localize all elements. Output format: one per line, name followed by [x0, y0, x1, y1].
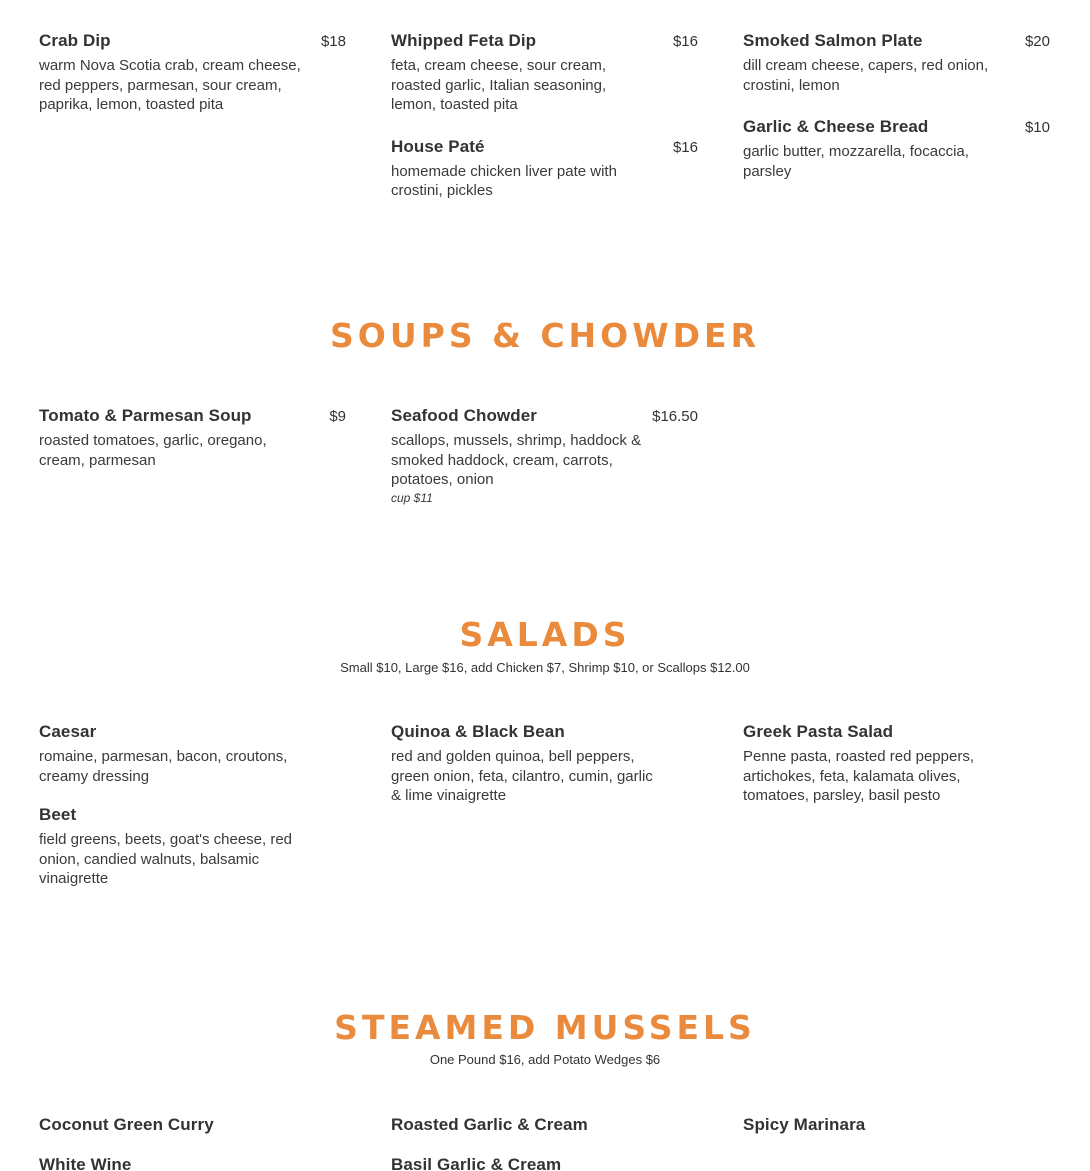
section-title-salads: SALADS — [459, 615, 631, 654]
menu-item-price: $9 — [329, 408, 346, 425]
menu-column — [391, 406, 698, 527]
menu-item-description: garlic butter, mozzarella, focaccia, parsley — [743, 143, 969, 180]
menu-item-header — [391, 31, 698, 51]
menu-item-price: $16 — [672, 33, 698, 50]
menu-item-price: $16 — [672, 138, 698, 156]
starters-grid — [39, 31, 1051, 223]
menu-column — [743, 722, 1050, 908]
menu-item — [391, 31, 698, 115]
menu-item-header — [391, 1115, 698, 1135]
menu-item — [391, 137, 698, 201]
menu-item — [743, 1115, 1050, 1135]
menu-column — [391, 31, 698, 223]
menu-item-name: Roasted Garlic & Cream — [391, 1115, 588, 1134]
menu-item — [39, 722, 346, 786]
menu-item-name: House Paté — [391, 136, 485, 156]
menu-item-description: warm Nova Scotia crab, cream cheese, red peppers, parmesan, sour cream, paprika, lemon, toasted pita — [39, 57, 301, 113]
menu-item-header — [391, 722, 698, 742]
menu-item — [39, 1115, 346, 1135]
menu-item-name: Crab Dip — [39, 31, 111, 50]
menu-item-description: homemade chicken liver pate with crostini, pickles — [391, 162, 617, 199]
menu-item-price: $18 — [320, 33, 346, 50]
menu-item-name: Quinoa & Black Bean — [391, 722, 565, 741]
section-title-mussels: STEAMED MUSSELS — [334, 1008, 756, 1047]
menu-item — [743, 31, 1050, 95]
menu-column — [391, 1115, 698, 1171]
menu-item-header — [39, 1115, 346, 1135]
section-title-soups: SOUPS & CHOWDER — [330, 316, 760, 355]
menu-item-name: Greek Pasta Salad — [743, 722, 894, 741]
soups-grid — [39, 406, 1051, 527]
mussels-grid — [39, 1115, 1051, 1171]
section-subtitle-salads: Small $10, Large $16, add Chicken $7, Shrimp $10, or Scallops $12.00 — [340, 660, 750, 675]
menu-item-note: cup $11 — [391, 490, 433, 505]
menu-item — [39, 1155, 346, 1171]
menu-item — [391, 406, 698, 505]
menu-item-description: red and golden quinoa, bell peppers, green onion, feta, cilantro, cumin, garlic & lime vinaigrette — [391, 748, 653, 804]
menu-item-header — [39, 1155, 346, 1171]
menu-item-header — [391, 137, 698, 157]
salads-grid — [39, 722, 1051, 908]
menu-item — [743, 722, 1050, 806]
menu-item-name: Smoked Salmon Plate — [743, 31, 923, 50]
menu-item-header — [39, 406, 346, 426]
menu-item-description: romaine, parmesan, bacon, croutons, creamy dressing — [39, 748, 288, 785]
menu-item-description: feta, cream cheese, sour cream, roasted garlic, Italian seasoning, lemon, toasted pita — [391, 57, 607, 113]
menu-item-name: Whipped Feta Dip — [391, 31, 537, 50]
menu-item — [743, 117, 1050, 181]
menu-column — [39, 406, 346, 527]
menu-column — [39, 722, 346, 908]
menu-item-header — [743, 722, 1050, 742]
menu-item-header — [39, 805, 346, 825]
menu-column — [743, 406, 1050, 527]
menu-item — [39, 805, 346, 889]
section-subtitle-mussels: One Pound $16, add Potato Wedges $6 — [429, 1052, 661, 1067]
menu-column — [743, 1115, 1050, 1171]
menu-item-name: White Wine — [39, 1155, 132, 1171]
menu-item-price: $10 — [1024, 119, 1050, 136]
menu-item-header — [39, 31, 346, 51]
menu-item-name: Seafood Chowder — [391, 406, 538, 425]
menu-item — [391, 1115, 698, 1135]
menu-item-name: Coconut Green Curry — [39, 1115, 214, 1134]
menu-column — [39, 31, 346, 223]
menu-item-header — [743, 117, 1050, 137]
menu-item-name: Tomato & Parmesan Soup — [39, 406, 252, 425]
menu-item — [39, 31, 346, 115]
menu-item — [39, 406, 346, 470]
menu-column — [743, 31, 1050, 223]
menu-item-name: Beet — [39, 805, 77, 824]
menu-column — [391, 722, 698, 908]
menu-item-name: Basil Garlic & Cream — [391, 1155, 562, 1171]
menu-item-name: Caesar — [39, 722, 97, 741]
menu-item-description: scallops, mussels, shrimp, haddock & smoked haddock, cream, carrots, potatoes, onion — [391, 432, 642, 488]
menu-item-description: field greens, beets, goat's cheese, red onion, candied walnuts, balsamic vinaigrette — [39, 831, 293, 887]
menu-item-header — [391, 406, 698, 426]
menu-item-header — [39, 722, 346, 742]
menu-item-description: roasted tomatoes, garlic, oregano, cream, parmesan — [39, 432, 267, 469]
menu-item-description: dill cream cheese, capers, red onion, crostini, lemon — [743, 57, 989, 94]
menu-item-description: Penne pasta, roasted red peppers, artichokes, feta, kalamata olives, tomatoes, parsley, basil pesto — [743, 748, 974, 804]
menu-item — [391, 1155, 698, 1171]
menu-item-name: Spicy Marinara — [743, 1115, 866, 1134]
menu-item-header — [743, 31, 1050, 51]
menu-column — [39, 1115, 346, 1171]
menu-item — [391, 722, 698, 806]
menu-item-price: $16.50 — [652, 408, 698, 425]
menu-item-price: $20 — [1024, 33, 1050, 50]
menu-item-name: Garlic & Cheese Bread — [743, 117, 929, 136]
menu-item-header — [391, 1155, 698, 1171]
menu-item-header — [743, 1115, 1050, 1135]
